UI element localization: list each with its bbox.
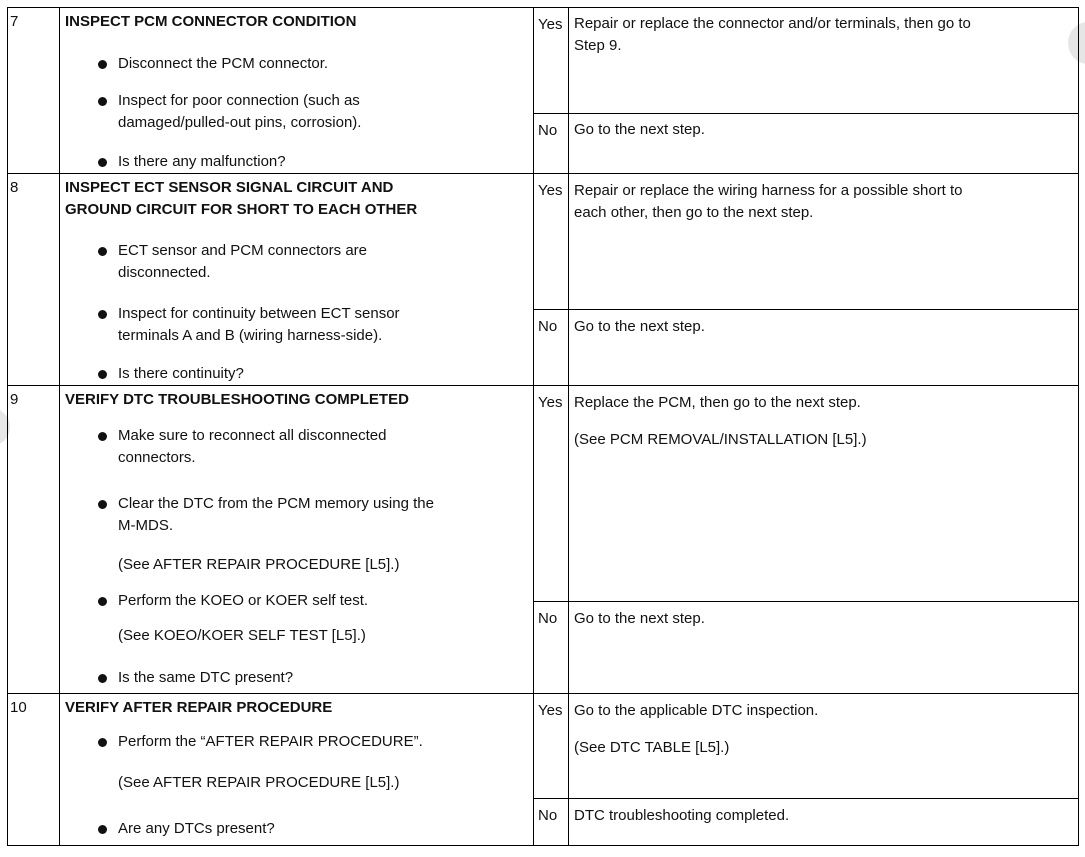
check-item: Inspect for continuity between ECT sensor [118, 305, 400, 322]
step-title: INSPECT PCM CONNECTOR CONDITION [65, 13, 357, 30]
table-border-top [7, 7, 1079, 8]
check-item: Make sure to reconnect all disconnected [118, 427, 387, 444]
reference-note: (See AFTER REPAIR PROCEDURE [L5].) [118, 556, 400, 573]
check-item: terminals A and B (wiring harness-side). [118, 327, 383, 344]
bullet-icon [98, 310, 107, 319]
table-border-left [7, 7, 8, 846]
check-item: ECT sensor and PCM connectors are [118, 242, 368, 259]
row-divider [7, 385, 1079, 386]
bullet-icon [98, 825, 107, 834]
step-title: GROUND CIRCUIT FOR SHORT TO EACH OTHER [65, 201, 418, 218]
yes-label: Yes [538, 182, 563, 199]
step-number: 10 [10, 699, 27, 716]
yes-action: Replace the PCM, then go to the next step. [574, 394, 861, 411]
check-item: Is there continuity? [118, 365, 244, 382]
bullet-icon [98, 158, 107, 167]
no-action: Go to the next step. [574, 121, 705, 138]
row-divider [7, 173, 1079, 174]
check-item: Is the same DTC present? [118, 669, 294, 686]
yes-label: Yes [538, 394, 563, 411]
check-item: connectors. [118, 449, 196, 466]
bullet-icon [98, 738, 107, 747]
check-item: Is there any malfunction? [118, 153, 286, 170]
bullet-icon [98, 500, 107, 509]
yes-label: Yes [538, 16, 563, 33]
step-number: 9 [10, 391, 19, 408]
reference-note: (See KOEO/KOER SELF TEST [L5].) [118, 627, 366, 644]
check-item: disconnected. [118, 264, 211, 281]
step-number: 8 [10, 179, 19, 196]
yes-no-divider [533, 601, 1079, 602]
check-item: Perform the KOEO or KOER self test. [118, 592, 369, 609]
check-item: Are any DTCs present? [118, 820, 275, 837]
bullet-icon [98, 597, 107, 606]
check-item: Perform the “AFTER REPAIR PROCEDURE”. [118, 733, 423, 750]
no-label: No [538, 610, 558, 627]
no-label: No [538, 122, 558, 139]
bullet-icon [98, 674, 107, 683]
check-item: Clear the DTC from the PCM memory using the [118, 495, 434, 512]
check-item: Disconnect the PCM connector. [118, 55, 329, 72]
yes-action: Go to the applicable DTC inspection. [574, 702, 819, 719]
yes-no-divider [533, 798, 1079, 799]
yes-no-divider [533, 113, 1079, 114]
yes-action: Step 9. [574, 37, 622, 54]
column-divider-condition [533, 7, 534, 846]
reference-note: (See AFTER REPAIR PROCEDURE [L5].) [118, 774, 400, 791]
no-label: No [538, 318, 558, 335]
yes-label: Yes [538, 702, 563, 719]
yes-no-divider [533, 309, 1079, 310]
step-title: VERIFY DTC TROUBLESHOOTING COMPLETED [65, 391, 409, 408]
no-action: Go to the next step. [574, 610, 705, 627]
bullet-icon [98, 370, 107, 379]
step-number: 7 [10, 13, 19, 30]
check-item: damaged/pulled-out pins, corrosion). [118, 114, 362, 131]
yes-action: Repair or replace the connector and/or terminals, then go to [574, 15, 971, 32]
bullet-icon [98, 247, 107, 256]
bullet-icon [98, 97, 107, 106]
no-action: Go to the next step. [574, 318, 705, 335]
table-border-right [1078, 7, 1079, 846]
row-divider [7, 845, 1079, 846]
check-item: Inspect for poor connection (such as [118, 92, 360, 109]
bullet-icon [98, 432, 107, 441]
column-divider-result [568, 7, 569, 846]
no-label: No [538, 807, 558, 824]
no-action: DTC troubleshooting completed. [574, 807, 790, 824]
step-title: INSPECT ECT SENSOR SIGNAL CIRCUIT AND [65, 179, 394, 196]
check-item: M-MDS. [118, 517, 173, 534]
yes-action: (See DTC TABLE [L5].) [574, 739, 730, 756]
step-title: VERIFY AFTER REPAIR PROCEDURE [65, 699, 333, 716]
bullet-icon [98, 60, 107, 69]
row-divider [7, 693, 1079, 694]
yes-action: each other, then go to the next step. [574, 204, 814, 221]
yes-action: (See PCM REMOVAL/INSTALLATION [L5].) [574, 431, 867, 448]
yes-action: Repair or replace the wiring harness for a possible short to [574, 182, 963, 199]
column-divider-step [59, 7, 60, 846]
